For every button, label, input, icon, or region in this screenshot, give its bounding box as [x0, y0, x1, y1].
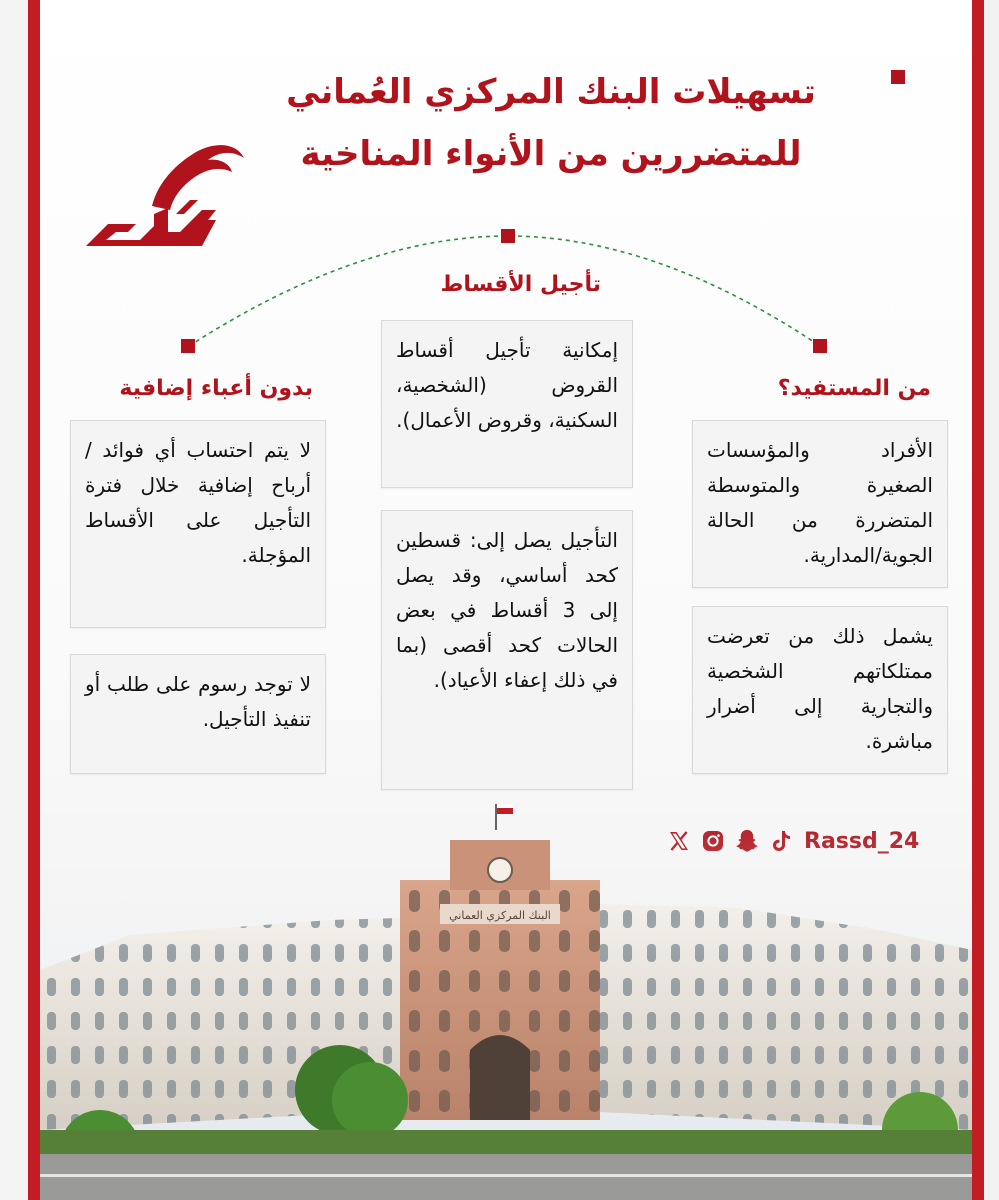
arc-node-left	[181, 339, 195, 353]
card-beneficiaries: الأفراد والمؤسسات الصغيرة والمتوسطة المتضررة من الحالة الجوية/المدارية.	[692, 420, 948, 588]
card-no-fees: لا توجد رسوم على طلب أو تنفيذ التأجيل.	[70, 654, 326, 774]
card-deferral-eligibility: إمكانية تأجيل أقساط القروض (الشخصية، السكنية، وقروض الأعمال).	[381, 320, 633, 488]
central-bank-building-image	[40, 800, 972, 1200]
right-red-border	[972, 0, 984, 1200]
heading-beneficiary: من المستفيد؟	[777, 376, 931, 401]
card-no-interest: لا يتم احتساب أي فوائد / أرباح إضافية خلال فترة التأجيل على الأقساط المؤجلة.	[70, 420, 326, 628]
title-line-1: تسهيلات البنك المركزي العُماني	[286, 72, 816, 112]
building-sign: البنك المركزي العماني	[449, 909, 551, 922]
heading-no-extra-burden: بدون أعباء إضافية	[119, 376, 313, 401]
left-red-border	[28, 0, 40, 1200]
title-bullet	[891, 70, 905, 84]
rassd-logo	[80, 128, 250, 258]
arc-node-center	[501, 229, 515, 243]
right-edge	[984, 0, 999, 1200]
heading-installment-deferral: تأجيل الأقساط	[440, 272, 601, 297]
arc-node-right	[813, 339, 827, 353]
card-deferral-duration: التأجيل يصل إلى: قسطين كحد أساسي، وقد يصل إلى 3 أقساط في بعض الحالات كحد أقصى (بما في ذلك إعفاء الأعياد).	[381, 510, 633, 790]
title-line-2: للمتضررين من الأنواء المناخية	[300, 134, 802, 174]
card-coverage: يشمل ذلك من تعرضت ممتلكاتهم الشخصية والتجارية إلى أضرار مباشرة.	[692, 606, 948, 774]
